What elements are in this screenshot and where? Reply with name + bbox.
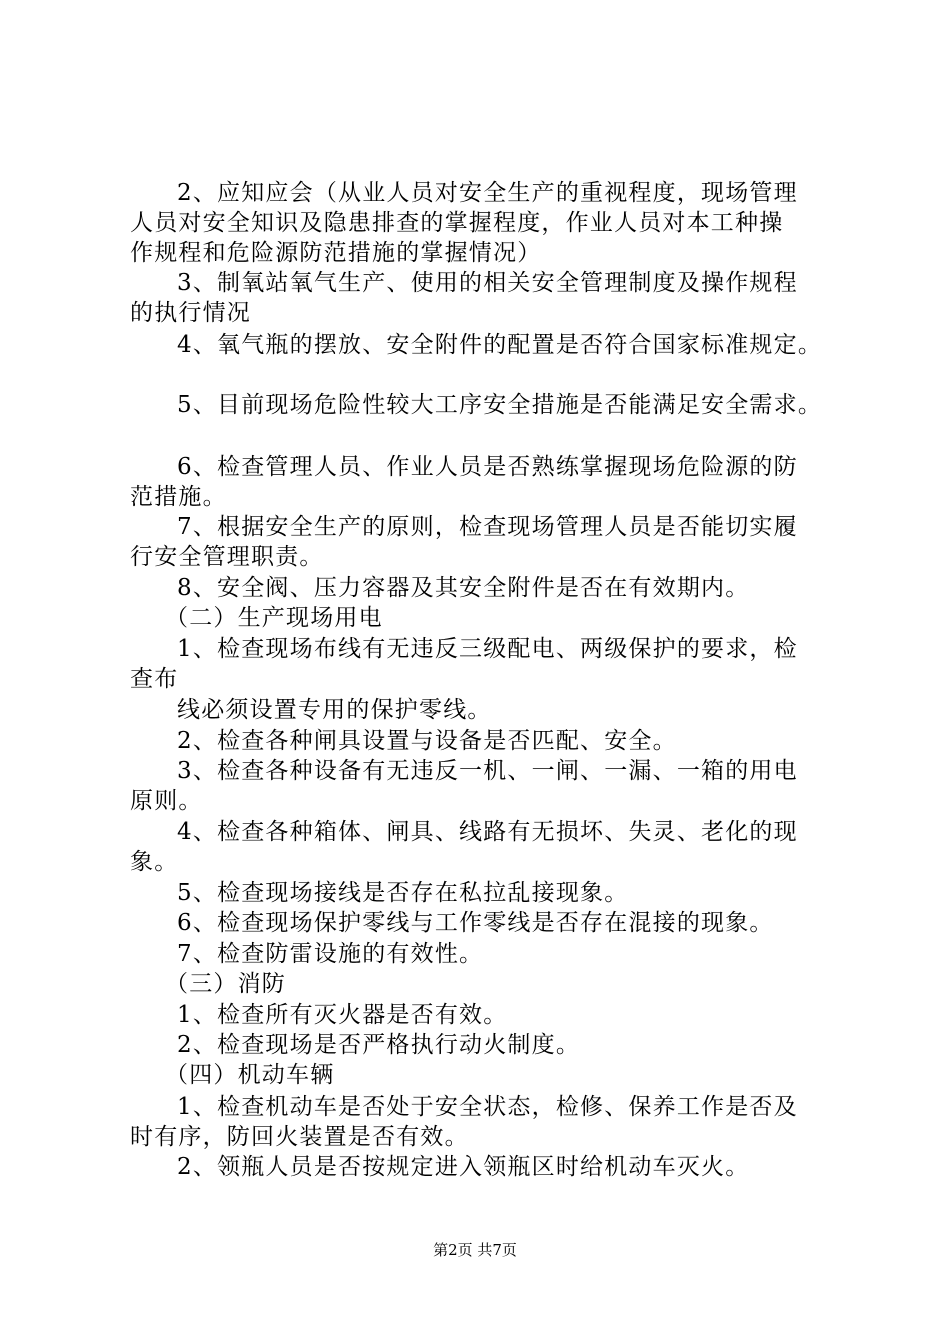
paragraph-line: 7、根据安全生产的原则，检查现场管理人员是否能切实履 — [177, 514, 798, 540]
page-footer: 第2页 共7页 — [433, 1241, 517, 1259]
paragraph-line: 6、检查管理人员、作业人员是否熟练掌握现场危险源的防 — [177, 454, 798, 480]
paragraph-line: 范措施。 — [130, 484, 227, 510]
paragraph-line: 原则。 — [130, 788, 203, 814]
paragraph-line: 8、安全阀、压力容器及其安全附件是否在有效期内。 — [177, 575, 750, 601]
paragraph-line: 时有序，防回火装置是否有效。 — [130, 1124, 469, 1150]
paragraph-line: 4、氧气瓶的摆放、安全附件的配置是否符合国家标准规定。 — [177, 332, 823, 358]
paragraph-line: 查布 — [130, 666, 179, 692]
paragraph-line: 作规程和危险源防范措施的掌握情况） — [130, 240, 542, 266]
section-heading: （三）消防 — [165, 971, 286, 997]
paragraph-line: 1、检查所有灭火器是否有效。 — [177, 1002, 508, 1028]
section-heading: （二）生产现场用电 — [165, 605, 383, 631]
paragraph-line: 2、领瓶人员是否按规定进入领瓶区时给机动车灭火。 — [177, 1154, 750, 1180]
paragraph-line: 5、检查现场接线是否存在私拉乱接现象。 — [177, 880, 629, 906]
paragraph-line: 行安全管理职责。 — [130, 544, 324, 570]
paragraph-line: 7、检查防雷设施的有效性。 — [177, 941, 484, 967]
paragraph-line: 线必须设置专用的保护零线。 — [177, 697, 492, 723]
paragraph-line: 5、目前现场危险性较大工序安全措施是否能满足安全需求。 — [177, 392, 823, 418]
paragraph-line: 3、检查各种设备有无违反一机、一闸、一漏、一箱的用电 — [177, 758, 798, 784]
paragraph-line: 象。 — [130, 849, 179, 875]
paragraph-line: 人员对安全知识及隐患排查的掌握程度，作业人员对本工种操 — [130, 210, 784, 236]
paragraph-line: 4、检查各种箱体、闸具、线路有无损坏、失灵、老化的现 — [177, 819, 798, 845]
paragraph-line: 2、检查现场是否严格执行动火制度。 — [177, 1032, 581, 1058]
paragraph-line: 1、检查机动车是否处于安全状态，检修、保养工作是否及 — [177, 1094, 798, 1120]
paragraph-line: 2、检查各种闸具设置与设备是否匹配、安全。 — [177, 728, 677, 754]
section-heading: （四）机动车辆 — [165, 1062, 335, 1088]
paragraph-line: 3、制氧站氧气生产、使用的相关安全管理制度及操作规程 — [177, 270, 798, 296]
paragraph-line: 1、检查现场布线有无违反三级配电、两级保护的要求，检 — [177, 636, 798, 662]
paragraph-line: 2、应知应会（从业人员对安全生产的重视程度，现场管理 — [177, 180, 798, 206]
paragraph-line: 的执行情况 — [130, 300, 251, 326]
paragraph-line: 6、检查现场保护零线与工作零线是否存在混接的现象。 — [177, 910, 774, 936]
